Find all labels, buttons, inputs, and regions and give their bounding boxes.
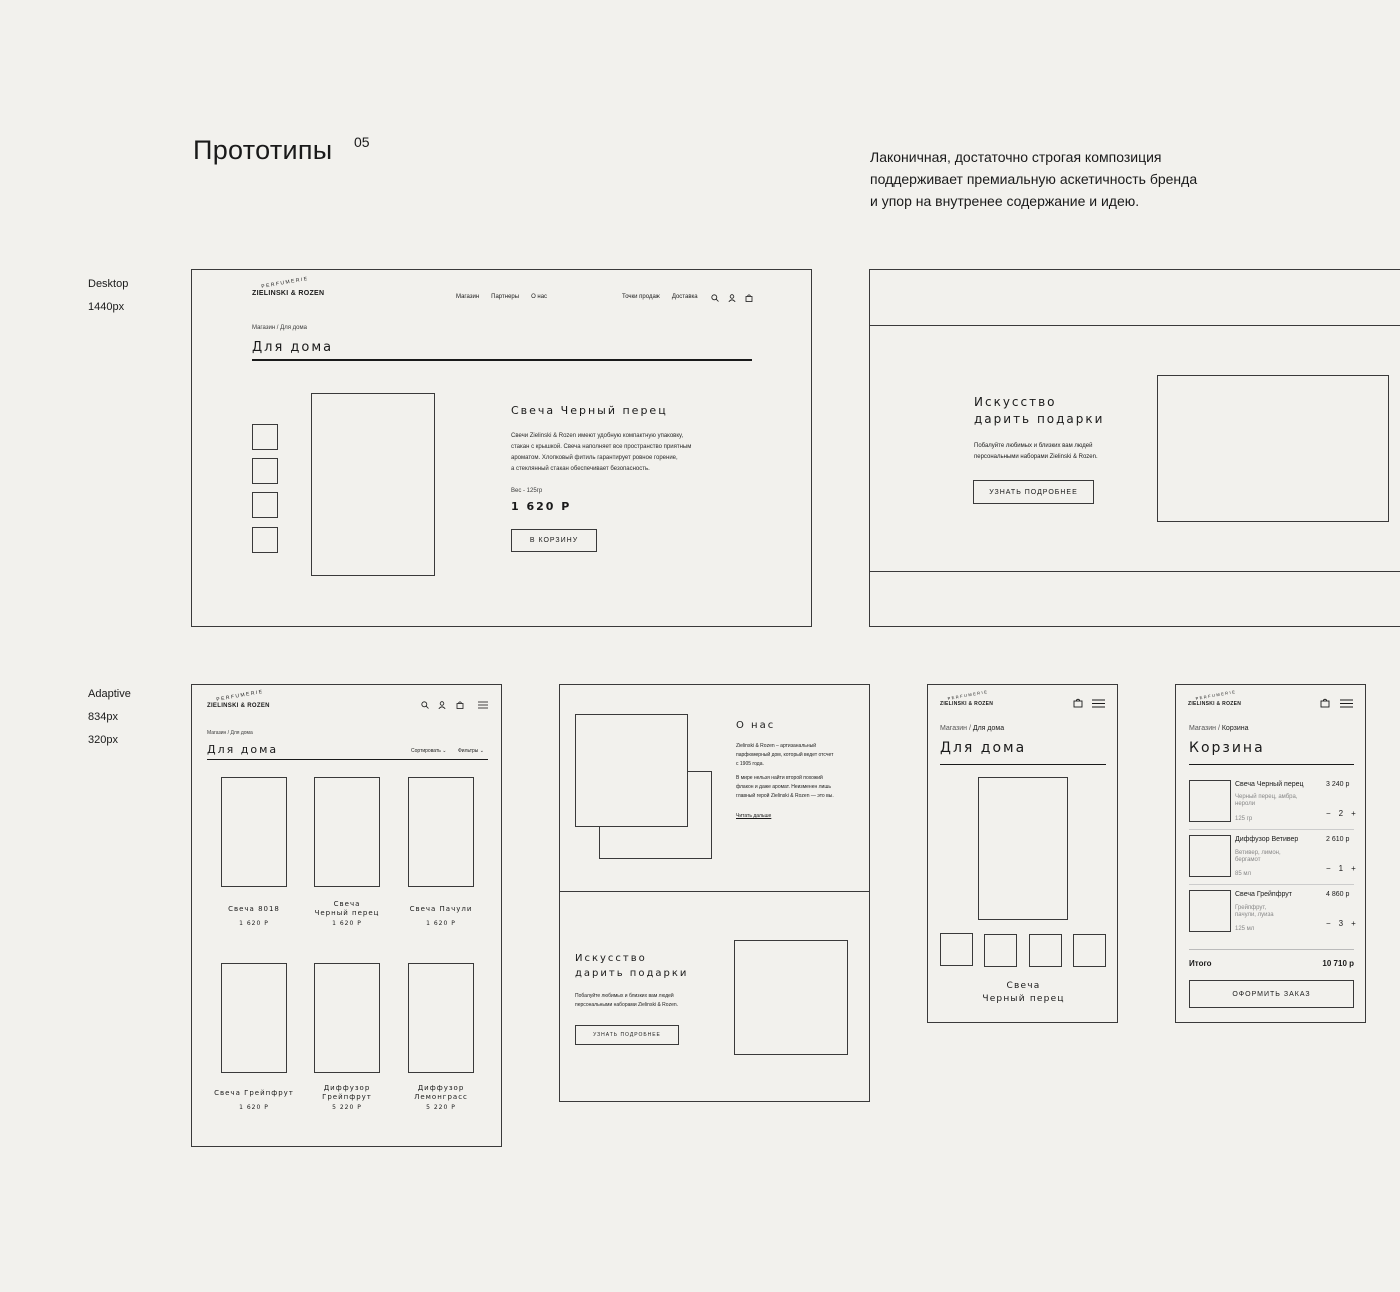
cart-item-price: 3 240 р [1326, 781, 1350, 788]
product-thumbnail[interactable] [1029, 934, 1062, 967]
gift-title-line: Искусство [974, 395, 1057, 409]
about-text [736, 742, 834, 801]
mobile-cart-frame [1175, 684, 1366, 1023]
gift-image [734, 940, 848, 1055]
gift-title-line: дарить подарки [575, 968, 689, 979]
header-divider [870, 325, 1400, 326]
gift-text-line: персональными наборами Zielinski & Rozen. [575, 1002, 679, 1008]
learn-more-button[interactable]: УЗНАТЬ ПОДРОБНЕЕ [973, 480, 1094, 504]
breadcrumb[interactable]: Магазин / Для дома [252, 325, 307, 331]
product-main-image [978, 777, 1068, 920]
name-line: Черный перец [314, 909, 380, 917]
cart-item-size: 85 мл [1235, 871, 1251, 877]
menu-icon[interactable] [1092, 699, 1105, 708]
decrease-button[interactable]: − [1326, 919, 1331, 928]
read-more-link[interactable]: Читать дальше [736, 813, 772, 819]
gift-text [575, 992, 678, 1010]
breadcrumb-current: Для дома [972, 725, 1005, 732]
title-divider [940, 764, 1106, 765]
description-line: а стеклянный стакан обеспечивает безопасность. [511, 466, 650, 472]
cart-item-details [1235, 905, 1274, 919]
bag-icon[interactable] [456, 701, 464, 709]
about-image-front [575, 714, 688, 827]
gift-text-line: Побалуйте любимых и близких вам людей [575, 993, 674, 999]
nav-item-shop[interactable]: Магазин [456, 294, 480, 300]
title-divider [1189, 764, 1354, 765]
product-title [928, 980, 1118, 1006]
page-description [870, 146, 1197, 212]
about-text-line: парфюмерный дом, который ведет отсчет [736, 752, 834, 758]
brand-logo[interactable] [940, 688, 994, 707]
bag-icon[interactable] [745, 294, 753, 302]
filter-dropdown[interactable]: Фильтры ⌄ [458, 748, 484, 754]
logo-top-text: PERFUMERIE [215, 688, 265, 703]
cart-item-details [1235, 850, 1281, 864]
cart-item-name[interactable]: Свеча Грейпфрут [1235, 891, 1293, 898]
breadcrumb[interactable] [940, 725, 1004, 732]
nav-item-partners[interactable]: Партнеры [491, 294, 520, 300]
category-title: Для дома [207, 743, 279, 756]
bag-icon[interactable] [1320, 698, 1330, 708]
increase-button[interactable]: + [1351, 864, 1356, 873]
product-title: Свеча Черный перец [511, 404, 668, 417]
nav-item-delivery[interactable]: Доставка [671, 294, 698, 300]
gift-title [575, 951, 688, 981]
product-card-price: 5 220 Р [426, 1104, 456, 1111]
product-card-name[interactable] [297, 900, 397, 918]
page-title: Прототипы [193, 135, 333, 165]
description-line: и упор на внутренее содержание и идею. [870, 193, 1140, 209]
product-card-name[interactable] [391, 905, 491, 914]
description-line: стакан с крышкой. Свеча наполняет все пространство приятным [511, 444, 692, 450]
name-line: Свеча [333, 900, 361, 908]
product-card-name[interactable] [297, 1084, 397, 1102]
label-adaptive [88, 683, 131, 752]
gift-text [974, 441, 1098, 463]
logo-main-text: ZIELINSKI & ROZEN [940, 701, 994, 707]
user-icon[interactable] [728, 294, 736, 302]
user-icon[interactable] [438, 701, 446, 709]
product-thumbnail[interactable] [252, 527, 278, 553]
details-line: нероли [1235, 801, 1256, 807]
add-to-cart-button[interactable]: В КОРЗИНУ [511, 529, 597, 552]
breadcrumb-parent[interactable]: Магазин / [1189, 725, 1220, 732]
mobile-product-frame [927, 684, 1118, 1023]
cart-item-image[interactable] [1189, 835, 1231, 877]
description-line: Лаконичная, достаточно строгая композиция [870, 149, 1162, 165]
quantity-value: 1 [1338, 864, 1344, 873]
gift-text-line: Побалуйте любимых и близких вам людей [974, 443, 1093, 449]
total-label: Итого [1189, 959, 1212, 968]
description-line: Свечи Zielinski & Rozen имеют удобную компактную упаковку, [511, 433, 684, 439]
cart-item-price: 4 860 р [1326, 891, 1350, 898]
product-card-price: 5 220 Р [332, 1104, 362, 1111]
decrease-button[interactable]: − [1326, 809, 1331, 818]
learn-more-button[interactable]: УЗНАТЬ ПОДРОБНЕЕ [575, 1025, 679, 1045]
quantity-value: 2 [1338, 809, 1344, 818]
product-card-image[interactable] [221, 777, 287, 887]
details-line: Ветивер, лимон, [1235, 850, 1281, 856]
product-description [511, 431, 691, 475]
nav-item-about[interactable]: О нас [531, 294, 548, 300]
label-line: Adaptive [88, 688, 131, 700]
product-card-name[interactable] [204, 905, 304, 914]
cart-title: Корзина [1189, 740, 1265, 756]
bag-icon[interactable] [1073, 698, 1083, 708]
title-divider [207, 759, 488, 760]
increase-button[interactable]: + [1351, 919, 1356, 928]
product-price: 1 620 Р [511, 500, 572, 513]
cart-item-image[interactable] [1189, 890, 1231, 932]
menu-icon[interactable] [1340, 699, 1353, 708]
section-number: 05 [354, 134, 370, 150]
quantity-stepper [1326, 919, 1356, 928]
product-main-image [311, 393, 435, 576]
about-title: О нас [736, 720, 776, 731]
product-card-image[interactable] [408, 963, 474, 1073]
product-card-image[interactable] [314, 963, 380, 1073]
cart-item-image[interactable] [1189, 780, 1231, 822]
name-line: Диффузор [323, 1084, 371, 1092]
menu-icon[interactable] [478, 701, 488, 709]
filter-label: Фильтры [458, 748, 479, 754]
desktop-gift-frame [869, 269, 1400, 627]
checkout-button[interactable]: ОФОРМИТЬ ЗАКАЗ [1189, 980, 1354, 1008]
breadcrumb-current: Корзина [1221, 725, 1249, 732]
secondary-nav [622, 294, 698, 300]
quantity-stepper [1326, 864, 1356, 873]
gift-image [1157, 375, 1389, 522]
sort-label: Сортировать [411, 748, 441, 754]
description-line: ароматом. Хлопковый фитиль гарантирует ровное горение, [511, 455, 678, 461]
label-desktop [88, 273, 128, 319]
gift-text-line: персональными наборами Zielinski & Rozen. [974, 454, 1098, 460]
product-thumbnail[interactable] [1073, 934, 1106, 967]
logo-main-text: ZIELINSKI & ROZEN [1188, 701, 1242, 707]
tablet-about-frame [559, 684, 870, 1102]
details-line: Черный перец, амбра, [1235, 794, 1298, 800]
label-line: Desktop [88, 278, 129, 290]
quantity-stepper [1326, 809, 1356, 818]
sort-dropdown[interactable]: Сортировать ⌄ [411, 748, 447, 754]
product-weight: Вес - 125гр [511, 488, 543, 494]
name-line: Свеча 8018 [228, 905, 280, 913]
decrease-button[interactable]: − [1326, 864, 1331, 873]
product-card-price: 1 620 Р [239, 920, 269, 927]
brand-logo[interactable] [1188, 688, 1242, 707]
product-card-image[interactable] [314, 777, 380, 887]
breadcrumb[interactable] [1189, 725, 1249, 732]
category-title: Для дома [252, 340, 334, 355]
tablet-catalog-frame [191, 684, 502, 1147]
about-text-line: флакон и даже аромат. Неизменен лишь [736, 784, 831, 790]
details-line: бергамот [1235, 857, 1261, 863]
logo-top-text: PERFUMERIE [947, 688, 989, 701]
product-card-name[interactable] [391, 1084, 491, 1102]
title-divider [252, 359, 752, 361]
label-line: 834px [88, 711, 118, 723]
product-card-name[interactable] [199, 1089, 309, 1098]
item-divider [1189, 829, 1354, 830]
logo-top-text: PERFUMERIE [1195, 688, 1237, 701]
product-card-image[interactable] [221, 963, 287, 1073]
logo-main-text: ZIELINSKI & ROZEN [252, 290, 325, 297]
cart-item-name[interactable]: Диффузор Ветивер [1235, 836, 1299, 843]
name-line: Диффузор [417, 1084, 465, 1092]
about-text-line: главный герой Zielinski & Rozen — это вы. [736, 793, 834, 799]
product-thumbnail[interactable] [252, 424, 278, 450]
category-title: Для дома [940, 740, 1027, 756]
product-card-price: 1 620 Р [332, 920, 362, 927]
gift-title-line: Искусство [575, 953, 647, 964]
breadcrumb[interactable]: Магазин / Для дома [207, 730, 253, 736]
section-divider [560, 891, 870, 892]
name-line: Лемонграсс [414, 1093, 468, 1101]
product-card-image[interactable] [408, 777, 474, 887]
cart-item-price: 2 610 р [1326, 836, 1350, 843]
footer-divider [870, 571, 1400, 572]
quantity-value: 3 [1338, 919, 1344, 928]
product-title-line: Свеча [1006, 981, 1041, 991]
about-text-line: с 1905 года. [736, 761, 764, 767]
item-divider [1189, 884, 1354, 885]
product-thumbnail[interactable] [940, 933, 973, 966]
name-line: Свеча Пачули [409, 905, 473, 913]
label-line: 1440px [88, 301, 125, 313]
name-line: Свеча Грейпфрут [214, 1089, 294, 1097]
cart-item-size: 125 мл [1235, 926, 1255, 932]
brand-logo[interactable] [252, 275, 325, 297]
desktop-product-frame [191, 269, 812, 627]
cart-item-name[interactable]: Свеча Черный перец [1235, 781, 1304, 788]
product-card-price: 1 620 Р [426, 920, 456, 927]
label-line: 320px [88, 734, 118, 746]
product-thumbnail[interactable] [252, 458, 278, 484]
total-divider [1189, 949, 1354, 950]
about-text-line: Zielinski & Rozen – артизанальный [736, 743, 817, 749]
cart-item-details [1235, 794, 1298, 808]
product-card-price: 1 620 Р [239, 1104, 269, 1111]
cart-item-size: 125 гр [1235, 816, 1253, 822]
details-line: пачули, луиза [1235, 912, 1274, 918]
product-thumbnail[interactable] [252, 492, 278, 518]
gift-title-line: дарить подарки [974, 412, 1105, 426]
total-value: 10 710 р [1322, 959, 1354, 968]
increase-button[interactable]: + [1351, 809, 1356, 818]
name-line: Грейпфрут [322, 1093, 372, 1101]
product-thumbnail[interactable] [984, 934, 1017, 967]
about-text-line: В мире нельзя найти второй похожий [736, 775, 823, 781]
details-line: Грейпфрут, [1235, 905, 1267, 911]
search-icon[interactable] [421, 701, 429, 709]
description-line: поддерживает премиальную аскетичность бренда [870, 171, 1198, 187]
search-icon[interactable] [711, 294, 719, 302]
nav-item-stores[interactable]: Точки продаж [622, 294, 660, 300]
main-nav [456, 294, 547, 300]
brand-logo[interactable] [207, 688, 270, 709]
gift-title [974, 394, 1104, 428]
breadcrumb-parent[interactable]: Магазин / [940, 725, 971, 732]
logo-top-text: PERFUMERIE [260, 275, 310, 290]
product-title-line: Черный перец [982, 994, 1065, 1004]
logo-main-text: ZIELINSKI & ROZEN [207, 703, 270, 709]
